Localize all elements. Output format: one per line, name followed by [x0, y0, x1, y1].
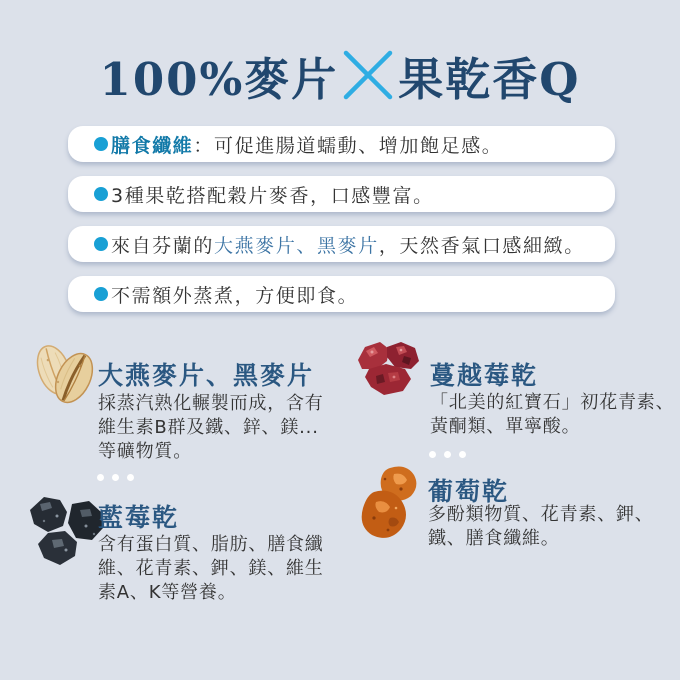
feature-text-segment: 膳食纖維 — [111, 134, 194, 157]
feature-text-segment: 不需額外蒸煮，方便即食。 — [111, 284, 359, 307]
feature-pill — [68, 176, 615, 212]
ingredient-description-line: 維生素B群及鐵、鋅、鎂... — [98, 417, 319, 438]
bullet-dot-icon — [94, 287, 108, 301]
raisins-image — [354, 460, 426, 548]
dots-separator — [97, 474, 134, 481]
ingredient-description-line: 「北美的紅寶石」初花青素、 — [430, 392, 675, 413]
feature-pill — [68, 226, 615, 262]
cranberries-image — [352, 338, 430, 400]
ingredient-title: 大燕麥片、黑麥片 — [98, 361, 315, 390]
feature-pill — [68, 276, 615, 312]
ingredient-title: 葡萄乾 — [428, 477, 510, 506]
ingredient-description-line: 維、花青素、鉀、鎂、維生 — [98, 558, 324, 579]
feature-pill — [68, 126, 615, 162]
ingredient-description-line: 多酚類物質、花青素、鉀、 — [428, 504, 654, 525]
ingredient-title: 蔓越莓乾 — [430, 361, 539, 390]
ingredient-description-line: 含有蛋白質、脂肪、膳食纖 — [98, 534, 324, 555]
ingredient-description-line: 黃酮類、單寧酸。 — [430, 416, 581, 437]
page-title-left: 100%麥片 — [99, 52, 339, 106]
ingredient-description-line: 鐵、膳食纖維。 — [428, 528, 560, 549]
ingredient-title: 藍莓乾 — [98, 503, 180, 532]
bullet-dot-icon — [94, 237, 108, 251]
bullet-dot-icon — [94, 137, 108, 151]
feature-text-segment: ，天然香氣口感細緻。 — [378, 234, 585, 257]
oat-flakes-image — [24, 336, 104, 410]
ingredient-description-line: 素A、K等營養。 — [98, 582, 237, 603]
ingredient-description — [430, 391, 675, 439]
ingredient-description — [98, 533, 338, 605]
ingredient-description-line: 採蒸汽熟化輾製而成，含有 — [98, 393, 324, 414]
feature-text-segment: 大燕麥片、黑麥片 — [214, 234, 379, 257]
cross-icon — [340, 47, 396, 103]
page-title — [0, 40, 680, 110]
ingredient-description — [428, 503, 668, 551]
page-title-right: 果乾香Q — [398, 52, 581, 106]
dots-separator — [429, 451, 466, 458]
feature-text-segment: 3種果乾搭配穀片麥香，口感豐富。 — [111, 184, 434, 207]
bullet-dot-icon — [94, 187, 108, 201]
ingredient-description — [98, 392, 338, 464]
ingredient-description-line: 等礦物質。 — [98, 441, 192, 462]
feature-text-segment: 來自芬蘭的 — [111, 234, 215, 257]
feature-text-segment: ：可促進腸道蠕動、增加飽足感。 — [193, 134, 503, 157]
